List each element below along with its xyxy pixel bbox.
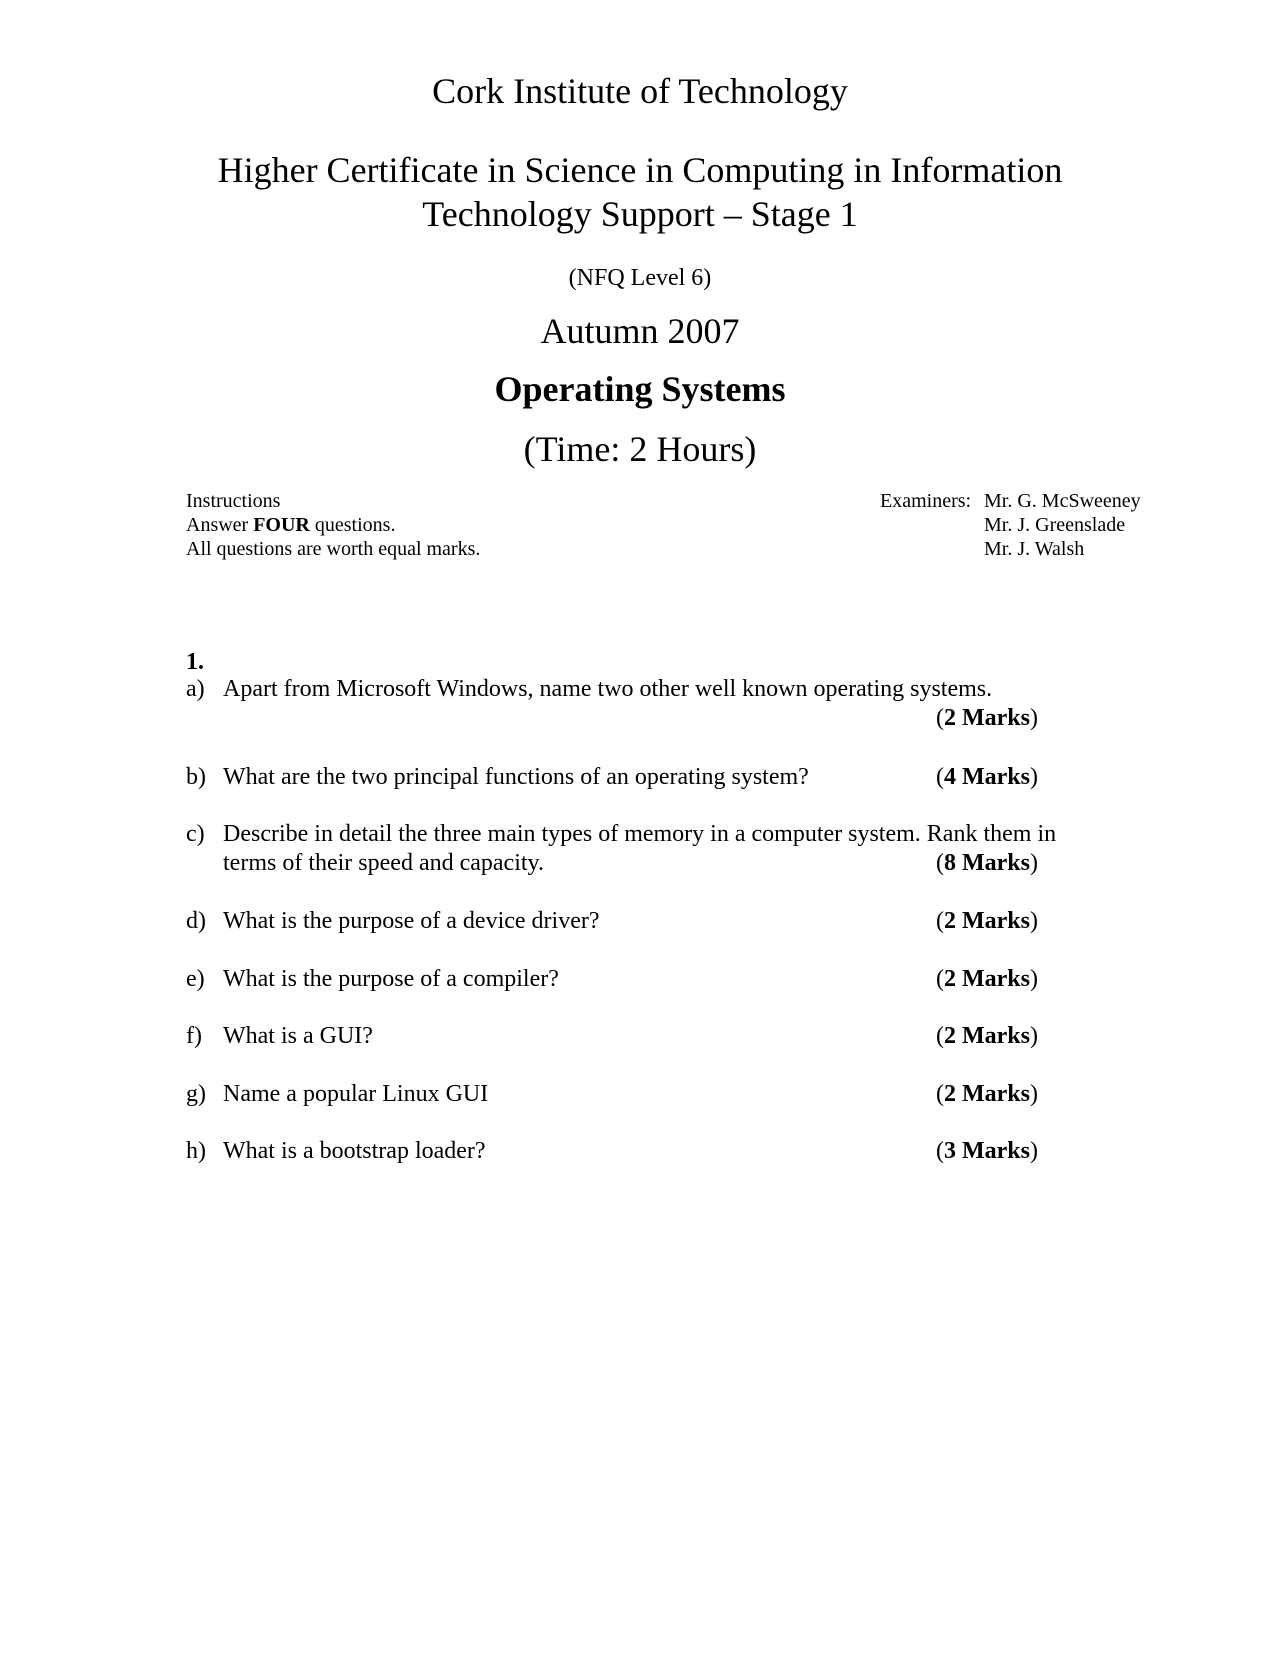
nfq-level: (NFQ Level 6) — [568, 265, 712, 291]
part-letter: f) — [186, 1023, 202, 1049]
question-part-e — [186, 965, 1066, 995]
part-text: What is the purpose of a compiler? — [223, 966, 559, 992]
part-marks: (2 Marks) — [936, 705, 1038, 731]
programme-title — [0, 148, 1280, 236]
part-text: What is the purpose of a device driver? — [223, 908, 600, 934]
part-marks: (8 Marks) — [936, 850, 1038, 876]
part-text: Describe in detail the three main types of memory in a computer system. Rank them in terms of their speed and capacity. — [223, 821, 1057, 876]
part-text: What is a GUI? — [223, 1023, 373, 1049]
question-part-g — [186, 1080, 1066, 1110]
marks-value: 2 Marks — [944, 1023, 1030, 1049]
question-part-c — [186, 820, 1066, 880]
part-marks: (2 Marks) — [936, 1023, 1038, 1049]
marks-value: 2 Marks — [944, 1081, 1030, 1107]
part-letter: h) — [186, 1138, 206, 1164]
part-letter: c) — [186, 821, 205, 847]
marks-value: 8 Marks — [944, 850, 1030, 876]
examiner-name: Mr. J. Greenslade — [984, 514, 1126, 536]
question-part-a — [186, 675, 1066, 735]
part-letter: d) — [186, 908, 206, 934]
instructions-answer-line — [186, 513, 480, 537]
examiner-name: Mr. J. Walsh — [984, 538, 1085, 560]
part-marks: (2 Marks) — [936, 966, 1038, 992]
answer-suffix: questions. — [309, 514, 396, 536]
examiners-label: Examiners: — [880, 490, 972, 512]
question-part-f — [186, 1022, 1066, 1052]
question-number: 1. — [186, 649, 204, 675]
answer-count: FOUR — [253, 514, 310, 536]
part-text: What are the two principal functions of an operating system? — [223, 764, 809, 790]
marks-value: 2 Marks — [944, 908, 1030, 934]
part-letter: a) — [186, 676, 205, 702]
part-text: What is a bootstrap loader? — [223, 1138, 486, 1164]
institute-name: Cork Institute of Technology — [432, 71, 848, 111]
marks-value: 2 Marks — [944, 705, 1030, 731]
part-marks: (3 Marks) — [936, 1138, 1038, 1164]
instructions-block — [186, 489, 480, 561]
module-title: Operating Systems — [494, 369, 786, 409]
question-part-d — [186, 907, 1066, 937]
part-letter: g) — [186, 1081, 206, 1107]
instructions-equal-marks: All questions are worth equal marks. — [186, 538, 481, 560]
examiner-name: Mr. G. McSweeney — [984, 490, 1141, 512]
instructions-heading: Instructions — [186, 490, 281, 512]
programme-title-line-2: Technology Support – Stage 1 — [422, 194, 858, 234]
part-marks: (2 Marks) — [936, 908, 1038, 934]
answer-prefix: Answer — [186, 514, 254, 536]
marks-value: 4 Marks — [944, 764, 1030, 790]
question-part-h — [186, 1137, 1066, 1167]
examiners-block — [880, 489, 1141, 561]
part-marks: (2 Marks) — [936, 1081, 1038, 1107]
question-part-b — [186, 763, 1066, 793]
marks-value: 3 Marks — [944, 1138, 1030, 1164]
exam-duration: (Time: 2 Hours) — [523, 429, 757, 469]
programme-title-line-1: Higher Certificate in Science in Computing in Information — [217, 150, 1063, 190]
part-marks: (4 Marks) — [936, 764, 1038, 790]
part-text: Name a popular Linux GUI — [223, 1081, 489, 1107]
part-letter: b) — [186, 764, 206, 790]
part-text: Apart from Microsoft Windows, name two other well known operating systems. — [223, 676, 993, 702]
marks-value: 2 Marks — [944, 966, 1030, 992]
exam-term: Autumn 2007 — [540, 311, 740, 351]
part-letter: e) — [186, 966, 205, 992]
